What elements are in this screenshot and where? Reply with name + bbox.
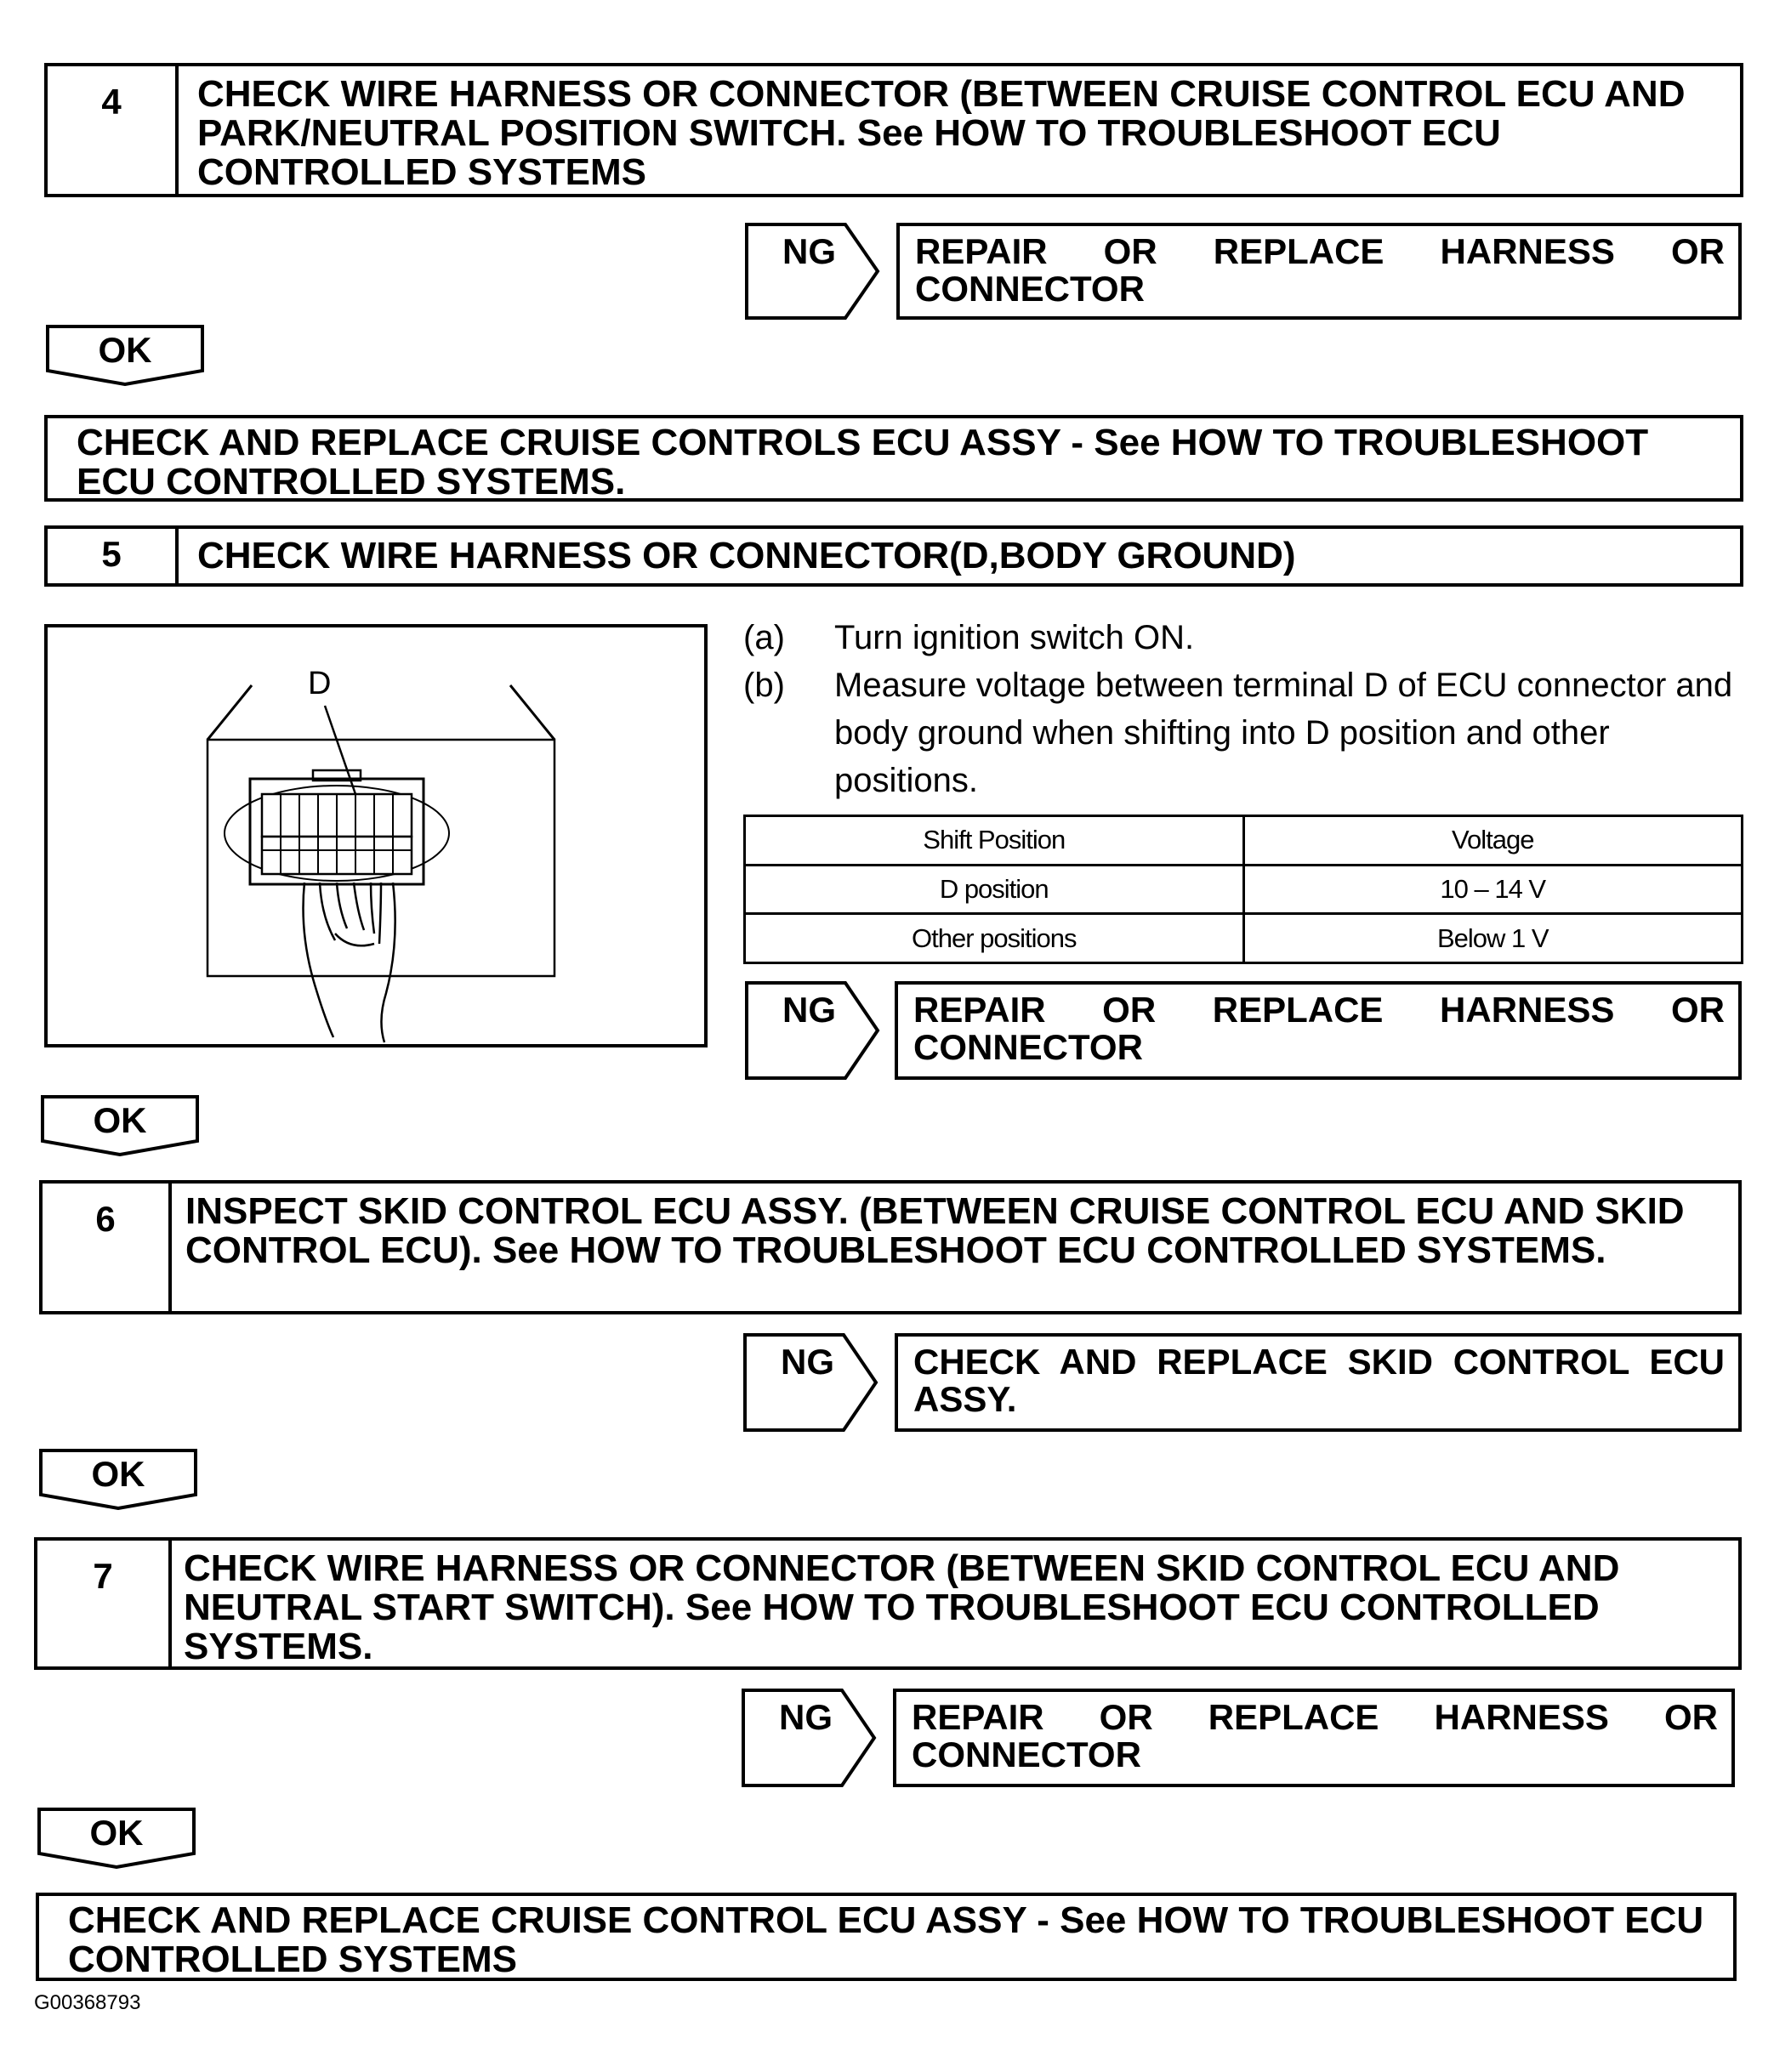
ng-result-box [895, 1333, 1742, 1432]
ng-result-line1: REPAIR OR REPLACE HARNESS OR [915, 231, 1725, 271]
ok-label: OK [89, 1813, 144, 1853]
ok-branch-badge[interactable] [37, 1808, 196, 1869]
table-header-row [745, 816, 1743, 866]
step-text: CHECK WIRE HARNESS OR CONNECTOR (BETWEEN SKID CONTROL ECU AND NEUTRAL START SWITCH). See HOW TO TROUBLESHOOT ECU CONTROLLED SYSTEMS. [184, 1547, 1620, 1667]
table-cell: 10 – 14 V [1243, 865, 1743, 914]
ok-branch-badge[interactable] [46, 325, 204, 386]
final-action-box [36, 1893, 1737, 1981]
step-text: CHECK WIRE HARNESS OR CONNECTOR(D,BODY GROUND) [197, 535, 1296, 576]
voltage-table [743, 815, 1743, 964]
ng-label: NG [779, 1697, 833, 1737]
ng-result-box [896, 223, 1742, 320]
step-5-box [44, 525, 1743, 587]
ng-label: NG [782, 990, 836, 1030]
ok-label: OK [93, 1100, 147, 1140]
step-number: 5 [48, 529, 179, 583]
ng-result-box [893, 1689, 1735, 1787]
table-row [745, 914, 1743, 963]
instruction-marker: (a) [743, 619, 785, 656]
step-number: 4 [48, 66, 179, 194]
instruction-text: Measure voltage between terminal D of ECU connector and body ground when shifting into D position and other positions. [834, 667, 1733, 799]
action-text: CHECK AND REPLACE CRUISE CONTROLS ECU ASSY - See HOW TO TROUBLESHOOT ECU CONTROLLED SYSTEMS. [77, 422, 1649, 502]
table-cell: Other positions [745, 914, 1244, 963]
step-number: 6 [43, 1184, 172, 1311]
table-header-cell: Shift Position [745, 816, 1244, 866]
step-text: CHECK WIRE HARNESS OR CONNECTOR (BETWEEN CRUISE CONTROL ECU AND PARK/NEUTRAL POSITION SWITCH. See HOW TO TROUBLESHOOT ECU CONTROLLED SYSTEMS [197, 73, 1686, 193]
step-text: INSPECT SKID CONTROL ECU ASSY. (BETWEEN CRUISE CONTROL ECU AND SKID CONTROL ECU). See HOW TO TROUBLESHOOT ECU CONTROLLED SYSTEMS. [185, 1190, 1685, 1271]
connector-figure [44, 624, 708, 1047]
ecu-connector-diagram [48, 627, 704, 1044]
table-cell: D position [745, 865, 1244, 914]
ok-label: OK [98, 330, 152, 370]
instruction-item [743, 661, 1747, 804]
instruction-text: Turn ignition switch ON. [834, 619, 1195, 656]
step5-instructions [743, 614, 1747, 804]
ng-result-line1: CHECK AND REPLACE SKID CONTROL ECU [913, 1342, 1725, 1382]
ng-result-box [895, 981, 1742, 1080]
ng-result-line1: REPAIR OR REPLACE HARNESS OR [913, 990, 1725, 1030]
ng-result-line2: ASSY. [913, 1379, 1017, 1419]
ng-branch-tag[interactable] [742, 1689, 878, 1787]
step-7-box [34, 1537, 1742, 1670]
after-step4-action-box [44, 415, 1743, 502]
ng-result-line2: CONNECTOR [913, 1027, 1143, 1067]
table-cell: Below 1 V [1243, 914, 1743, 963]
ng-result-line2: CONNECTOR [912, 1734, 1141, 1774]
ng-result-line1: REPAIR OR REPLACE HARNESS OR [912, 1697, 1718, 1737]
ok-label: OK [91, 1454, 145, 1494]
ng-label: NG [781, 1342, 834, 1382]
ng-branch-tag[interactable] [745, 981, 881, 1080]
figure-id: G00368793 [34, 1991, 141, 2014]
ng-branch-tag[interactable] [745, 223, 881, 320]
ng-branch-tag[interactable] [743, 1333, 879, 1432]
action-text: CHECK AND REPLACE CRUISE CONTROL ECU ASSY - See HOW TO TROUBLESHOOT ECU CONTROLLED SYSTEMS [68, 1899, 1704, 1980]
table-row [745, 865, 1743, 914]
terminal-d-label: D [308, 666, 332, 701]
ng-label: NG [782, 231, 836, 271]
ng-result-line2: CONNECTOR [915, 269, 1145, 309]
step-4-box [44, 63, 1743, 197]
instruction-item [743, 614, 1747, 661]
ok-branch-badge[interactable] [39, 1449, 197, 1510]
step-6-box [39, 1180, 1742, 1314]
instruction-marker: (b) [743, 667, 785, 704]
step-number: 7 [37, 1541, 172, 1666]
ok-branch-badge[interactable] [41, 1095, 199, 1156]
table-header-cell: Voltage [1243, 816, 1743, 866]
